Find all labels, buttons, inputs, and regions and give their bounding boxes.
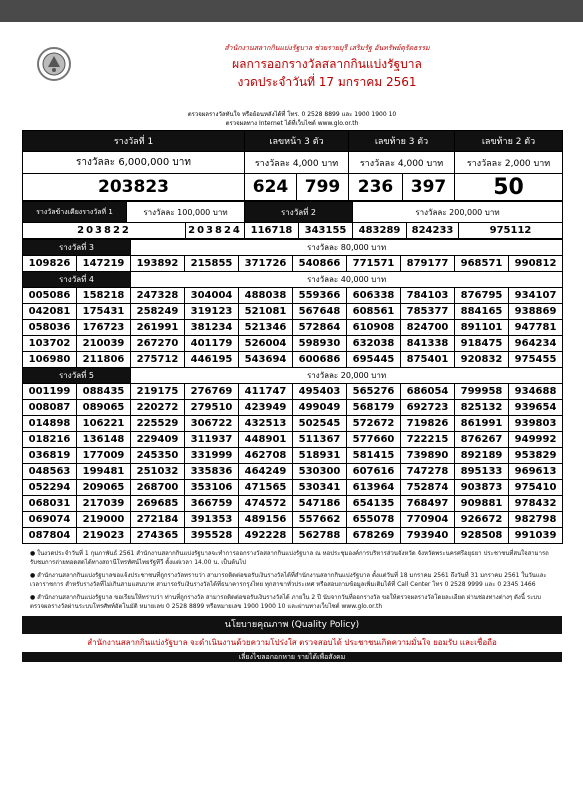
fifth-prize-number: 562788 bbox=[293, 528, 347, 544]
fifth-prize-number: 274365 bbox=[131, 528, 185, 544]
last2-label: เลขท้าย 2 ตัว bbox=[455, 131, 563, 152]
fourth-prize-number: 598930 bbox=[293, 336, 347, 352]
fifth-prize-number: 825132 bbox=[455, 400, 509, 416]
second-prize-amount: รางวัลละ 200,000 บาท bbox=[353, 202, 563, 223]
near-first-amount: รางวัลละ 100,000 บาท bbox=[127, 202, 245, 223]
notes bbox=[22, 544, 562, 611]
third-prize-number: 540866 bbox=[293, 256, 347, 272]
fourth-prize-number: 401179 bbox=[185, 336, 239, 352]
top-bar bbox=[0, 0, 583, 22]
fourth-prize-number: 543694 bbox=[239, 352, 293, 368]
fifth-prize-number: 464249 bbox=[239, 464, 293, 480]
fifth-prize-number: 068031 bbox=[23, 496, 77, 512]
front3-amount: รางวัลละ 4,000 บาท bbox=[245, 152, 349, 174]
fourth-prize-number: 106980 bbox=[23, 352, 77, 368]
fifth-prize-number: 391353 bbox=[185, 512, 239, 528]
fifth-prize-number: 939654 bbox=[509, 400, 563, 416]
fifth-prize-number: 739890 bbox=[401, 448, 455, 464]
fourth-prize-number: 934107 bbox=[509, 288, 563, 304]
fourth-prize-number: 559366 bbox=[293, 288, 347, 304]
fifth-prize-number: 572672 bbox=[347, 416, 401, 432]
fifth-prize-number: 975410 bbox=[509, 480, 563, 496]
fifth-prize-number: 953829 bbox=[509, 448, 563, 464]
third-prize-number: 879177 bbox=[401, 256, 455, 272]
fourth-prize-number: 632038 bbox=[347, 336, 401, 352]
fifth-prize-number: 052294 bbox=[23, 480, 77, 496]
fifth-prize-number: 251032 bbox=[131, 464, 185, 480]
fourth-prize-number: 446195 bbox=[185, 352, 239, 368]
third-prize-amount: รางวัลละ 80,000 บาท bbox=[131, 240, 563, 256]
third-prize-number: 147219 bbox=[77, 256, 131, 272]
third-prize-number: 215855 bbox=[185, 256, 239, 272]
third-prize-label: รางวัลที่ 3 bbox=[23, 240, 131, 256]
second-number: 483289 bbox=[353, 223, 407, 239]
fifth-prize-number: 969613 bbox=[509, 464, 563, 480]
fourth-prize-label: รางวัลที่ 4 bbox=[23, 272, 131, 288]
fifth-prize-number: 861991 bbox=[455, 416, 509, 432]
first-prize-label: รางวัลที่ 1 bbox=[23, 131, 245, 152]
fifth-prize-number: 895133 bbox=[455, 464, 509, 480]
fifth-prize-number: 793940 bbox=[401, 528, 455, 544]
minor-prizes-table bbox=[22, 239, 563, 544]
fifth-prize-number: 008087 bbox=[23, 400, 77, 416]
last3-label: เลขท้าย 3 ตัว bbox=[349, 131, 455, 152]
fifth-prize-number: 177009 bbox=[77, 448, 131, 464]
fifth-prize-number: 770904 bbox=[401, 512, 455, 528]
fifth-prize-number: 106221 bbox=[77, 416, 131, 432]
fifth-prize-number: 088435 bbox=[77, 384, 131, 400]
front3-label: เลขหน้า 3 ตัว bbox=[245, 131, 349, 152]
fifth-prize-row bbox=[23, 512, 563, 528]
fourth-prize-number: 841338 bbox=[401, 336, 455, 352]
fifth-prize-number: 448901 bbox=[239, 432, 293, 448]
fifth-prize-number: 219000 bbox=[77, 512, 131, 528]
fourth-prize-number: 267270 bbox=[131, 336, 185, 352]
third-prize-number: 771571 bbox=[347, 256, 401, 272]
fifth-prize-number: 036819 bbox=[23, 448, 77, 464]
fourth-prize-number: 606338 bbox=[347, 288, 401, 304]
fifth-prize-number: 991039 bbox=[509, 528, 563, 544]
fifth-prize-row bbox=[23, 496, 563, 512]
fourth-prize-number: 876795 bbox=[455, 288, 509, 304]
government-seal-icon bbox=[36, 46, 72, 82]
fifth-prize-number: 530300 bbox=[293, 464, 347, 480]
fifth-prize-number: 934688 bbox=[509, 384, 563, 400]
fifth-prize-number: 686054 bbox=[401, 384, 455, 400]
fourth-prize-number: 319123 bbox=[185, 304, 239, 320]
near-first-number-2: 203824 bbox=[186, 223, 245, 239]
fourth-prize-row bbox=[23, 336, 563, 352]
fifth-prize-number: 903873 bbox=[455, 480, 509, 496]
fifth-prize-number: 219023 bbox=[77, 528, 131, 544]
policy-footer: เลี่ยงไขลอกอกหาย รายได้เพื่อสังคม bbox=[22, 652, 562, 662]
note-1: ● ในงวดประจำวันที่ 1 กุมภาพันธ์ 2561 สำนักงานสลากกินแบ่งรัฐบาลจะทำการออกรางวัลสลากกินแบ่งรัฐบาล ณ หอประชุมองค์การบริหารส่วนจังหวัด จังหวัดพระนครศรีอยุธยา ประชาชนที่สนใจสามารถรับชมการถ่ายทอดสดได้ทางสถานีโทรทัศน์ไทยรัฐทีวี ตั้งแต่เวลา 14.00 น. เป็นต้นไป bbox=[30, 550, 549, 566]
fourth-prize-number: 058036 bbox=[23, 320, 77, 336]
fifth-prize-number: 613964 bbox=[347, 480, 401, 496]
draw-date: งวดประจำวันที่ 17 มกราคม 2561 bbox=[237, 75, 417, 89]
policy-text: สำนักงานสลากกินแบ่งรัฐบาล จะดำเนินงานด้วยความโปร่งใส ตรวจสอบได้ ประชาชนเกิดความมั่นใจ ยอมรับ และเชื่อถือ bbox=[87, 638, 497, 647]
fifth-prize-number: 978432 bbox=[509, 496, 563, 512]
page-title: ผลการออกรางวัลสลากกินแบ่งรัฐบาล bbox=[232, 57, 422, 71]
fifth-prize-number: 411747 bbox=[239, 384, 293, 400]
note-3: ● สำนักงานสลากกินแบ่งรัฐบาล ขอเรียนให้ทราบว่า ท่านที่ถูกรางวัล สามารถติดต่อขอรับเงินรางวัลได้ ภายใน 2 ปี นับจากวันที่ออกรางวัล ขอให้ตรวจผลรางวัลโดยละเอียด ผ่านช่องทางต่างๆ ดังนี้ ระบบตรวจผลรางวัลผ่านระบบโทรศัพท์อัตโนมัติ หมายเลข 0 2528 8899 หรือหมายเลข 1900 1900 10 และผ่านทางเว็บไซต์ www.glo.or.th bbox=[30, 594, 541, 610]
fifth-prize-number: 229409 bbox=[131, 432, 185, 448]
last2-number: 50 bbox=[455, 174, 563, 201]
fifth-prize-number: 492228 bbox=[239, 528, 293, 544]
fifth-prize-number: 752874 bbox=[401, 480, 455, 496]
third-prize-row bbox=[23, 256, 563, 272]
last3-number-2: 397 bbox=[403, 174, 455, 201]
near-first-number-1: 203822 bbox=[23, 223, 186, 239]
fourth-prize-number: 211806 bbox=[77, 352, 131, 368]
fourth-prize-number: 964234 bbox=[509, 336, 563, 352]
fourth-prize-number: 918475 bbox=[455, 336, 509, 352]
fourth-prize-number: 975455 bbox=[509, 352, 563, 368]
fifth-prize-number: 272184 bbox=[131, 512, 185, 528]
fifth-prize-number: 087804 bbox=[23, 528, 77, 544]
check-line-web: ตรวจผลทาง Internet ได้ที่เว็บไซต์ www.glo.or.th bbox=[225, 120, 359, 127]
fourth-prize-number: 175431 bbox=[77, 304, 131, 320]
fifth-prize-row bbox=[23, 448, 563, 464]
fifth-prize-number: 768497 bbox=[401, 496, 455, 512]
fifth-prize-number: 799958 bbox=[455, 384, 509, 400]
fifth-prize-number: 217039 bbox=[77, 496, 131, 512]
fourth-prize-number: 042081 bbox=[23, 304, 77, 320]
fourth-prize-number: 824700 bbox=[401, 320, 455, 336]
fifth-prize-number: 018216 bbox=[23, 432, 77, 448]
fifth-prize-number: 502545 bbox=[293, 416, 347, 432]
second-prize-label: รางวัลที่ 2 bbox=[245, 202, 353, 223]
fifth-prize-number: 001199 bbox=[23, 384, 77, 400]
fourth-prize-row bbox=[23, 320, 563, 336]
fourth-prize-number: 608561 bbox=[347, 304, 401, 320]
fifth-prize-number: 607616 bbox=[347, 464, 401, 480]
fourth-prize-number: 784103 bbox=[401, 288, 455, 304]
last2-amount: รางวัลละ 2,000 บาท bbox=[455, 152, 563, 174]
fifth-prize-number: 432513 bbox=[239, 416, 293, 432]
fifth-prize-number: 069074 bbox=[23, 512, 77, 528]
fourth-prize-row bbox=[23, 352, 563, 368]
fourth-prize-row bbox=[23, 304, 563, 320]
fifth-prize-number: 276769 bbox=[185, 384, 239, 400]
fifth-prize-number: 654135 bbox=[347, 496, 401, 512]
fifth-prize-number: 495403 bbox=[293, 384, 347, 400]
last3-number-1: 236 bbox=[349, 174, 403, 201]
fifth-prize-number: 353106 bbox=[185, 480, 239, 496]
fifth-prize-number: 331999 bbox=[185, 448, 239, 464]
fifth-prize-number: 245350 bbox=[131, 448, 185, 464]
fifth-prize-number: 568179 bbox=[347, 400, 401, 416]
check-info bbox=[22, 110, 562, 130]
fifth-prize-number: 518931 bbox=[293, 448, 347, 464]
fifth-prize-number: 577660 bbox=[347, 432, 401, 448]
fourth-prize-number: 567648 bbox=[293, 304, 347, 320]
fifth-prize-number: 220272 bbox=[131, 400, 185, 416]
fourth-prize-number: 275712 bbox=[131, 352, 185, 368]
fourth-prize-number: 572864 bbox=[293, 320, 347, 336]
fifth-prize-number: 199481 bbox=[77, 464, 131, 480]
fifth-prize-amount: รางวัลละ 20,000 บาท bbox=[131, 368, 563, 384]
fourth-prize-number: 920832 bbox=[455, 352, 509, 368]
fifth-prize-number: 892189 bbox=[455, 448, 509, 464]
fifth-prize-number: 557662 bbox=[293, 512, 347, 528]
second-number: 343155 bbox=[299, 223, 353, 239]
first-prize-amount: รางวัลละ 6,000,000 บาท bbox=[23, 152, 245, 174]
fourth-prize-number: 304004 bbox=[185, 288, 239, 304]
fourth-prize-number: 158218 bbox=[77, 288, 131, 304]
third-prize-number: 990812 bbox=[509, 256, 563, 272]
fifth-prize-number: 655078 bbox=[347, 512, 401, 528]
fifth-prize-row bbox=[23, 400, 563, 416]
fifth-prize-number: 692723 bbox=[401, 400, 455, 416]
second-number: 824233 bbox=[407, 223, 459, 239]
fourth-prize-number: 891101 bbox=[455, 320, 509, 336]
fourth-prize-number: 695445 bbox=[347, 352, 401, 368]
fifth-prize-number: 471565 bbox=[239, 480, 293, 496]
fifth-prize-number: 335836 bbox=[185, 464, 239, 480]
fifth-prize-row bbox=[23, 384, 563, 400]
fourth-prize-number: 381234 bbox=[185, 320, 239, 336]
fifth-prize-number: 209065 bbox=[77, 480, 131, 496]
fourth-prize-number: 247328 bbox=[131, 288, 185, 304]
fourth-prize-number: 938869 bbox=[509, 304, 563, 320]
front3-number-1: 624 bbox=[245, 174, 297, 201]
fifth-prize-row bbox=[23, 416, 563, 432]
first-prize-number: 203823 bbox=[23, 174, 245, 201]
top-prizes-table bbox=[22, 130, 563, 201]
fifth-prize-number: 136148 bbox=[77, 432, 131, 448]
fourth-prize-number: 521346 bbox=[239, 320, 293, 336]
check-line-phone: ตรวจผลรางวัลทันใจ หรือย้อนหลังได้ที่ โทร. 0 2528 8899 และ 1900 1900 10 bbox=[187, 111, 397, 118]
fifth-prize-number: 928508 bbox=[455, 528, 509, 544]
fifth-prize-number: 423949 bbox=[239, 400, 293, 416]
fourth-prize-number: 884165 bbox=[455, 304, 509, 320]
fifth-prize-number: 462708 bbox=[239, 448, 293, 464]
fifth-prize-number: 366759 bbox=[185, 496, 239, 512]
fifth-prize-number: 268700 bbox=[131, 480, 185, 496]
fifth-prize-number: 909881 bbox=[455, 496, 509, 512]
note-2: ● สำนักงานสลากกินแบ่งรัฐบาลขอแจ้งประชาชนที่ถูกรางวัลทราบว่า สามารถติดต่อขอรับเงินรางวัลได้ที่สำนักงานสลากกินแบ่งรัฐบาล ตั้งแต่วันที่ 18 มกราคม 2561 ถึงวันที่ 31 มกราคม 2561 ในวันและเวลาราชการ สำหรับรางวัลที่ไม่เกินสามแสนบาท สามารถรับเงินรางวัลได้ที่ธนาคารกรุงไทย ทุกสาขาทั่วประเทศ หรือสอบถามข้อมูลเพิ่มเติมได้ที่ Call Center โทร 0 2528 9999 และ 0 2345 1466 bbox=[30, 572, 547, 588]
fifth-prize-number: 722215 bbox=[401, 432, 455, 448]
fifth-prize-number: 395528 bbox=[185, 528, 239, 544]
fourth-prize-number: 258249 bbox=[131, 304, 185, 320]
fifth-prize-row bbox=[23, 480, 563, 496]
front3-number-2: 799 bbox=[297, 174, 349, 201]
fifth-prize-number: 219175 bbox=[131, 384, 185, 400]
header bbox=[22, 38, 562, 110]
fifth-prize-number: 311937 bbox=[185, 432, 239, 448]
lottery-result-sheet bbox=[22, 38, 562, 802]
fifth-prize-row bbox=[23, 464, 563, 480]
fourth-prize-number: 785377 bbox=[401, 304, 455, 320]
fifth-prize-number: 089065 bbox=[77, 400, 131, 416]
fifth-prize-number: 565276 bbox=[347, 384, 401, 400]
fifth-prize-number: 306722 bbox=[185, 416, 239, 432]
fourth-prize-number: 610908 bbox=[347, 320, 401, 336]
policy-heading: นโยบายคุณภาพ (Quality Policy) bbox=[22, 616, 562, 634]
fifth-prize-number: 939803 bbox=[509, 416, 563, 432]
fifth-prize-number: 530341 bbox=[293, 480, 347, 496]
fifth-prize-number: 982798 bbox=[509, 512, 563, 528]
fourth-prize-number: 600686 bbox=[293, 352, 347, 368]
third-prize-number: 109826 bbox=[23, 256, 77, 272]
fifth-prize-number: 926672 bbox=[455, 512, 509, 528]
second-number: 116718 bbox=[245, 223, 299, 239]
fifth-prize-number: 949992 bbox=[509, 432, 563, 448]
third-prize-number: 968571 bbox=[455, 256, 509, 272]
fifth-prize-number: 511367 bbox=[293, 432, 347, 448]
fifth-prize-number: 581415 bbox=[347, 448, 401, 464]
fourth-prize-number: 947781 bbox=[509, 320, 563, 336]
fourth-prize-number: 261991 bbox=[131, 320, 185, 336]
fifth-prize-number: 014898 bbox=[23, 416, 77, 432]
fifth-prize-number: 547186 bbox=[293, 496, 347, 512]
third-prize-number: 371726 bbox=[239, 256, 293, 272]
second-number: 975112 bbox=[459, 223, 563, 239]
fourth-prize-number: 875401 bbox=[401, 352, 455, 368]
near-first-label: รางวัลข้างเคียงรางวัลที่ 1 bbox=[23, 202, 127, 223]
near-second-table bbox=[22, 201, 563, 239]
fourth-prize-number: 005086 bbox=[23, 288, 77, 304]
fourth-prize-row bbox=[23, 288, 563, 304]
fourth-prize-number: 176723 bbox=[77, 320, 131, 336]
last3-amount: รางวัลละ 4,000 บาท bbox=[349, 152, 455, 174]
fifth-prize-label: รางวัลที่ 5 bbox=[23, 368, 131, 384]
fifth-prize-number: 747278 bbox=[401, 464, 455, 480]
fifth-prize-number: 719826 bbox=[401, 416, 455, 432]
fifth-prize-number: 269685 bbox=[131, 496, 185, 512]
fifth-prize-number: 678269 bbox=[347, 528, 401, 544]
fifth-prize-number: 876267 bbox=[455, 432, 509, 448]
fourth-prize-number: 210039 bbox=[77, 336, 131, 352]
fifth-prize-row bbox=[23, 528, 563, 544]
fifth-prize-number: 489156 bbox=[239, 512, 293, 528]
fourth-prize-amount: รางวัลละ 40,000 บาท bbox=[131, 272, 563, 288]
fourth-prize-number: 488038 bbox=[239, 288, 293, 304]
agency-name: สำนักงานสลากกินแบ่งรัฐบาล ช่วยรายบุรี เสริมรัฐ อันทรัพย์ตุรัตธรรม bbox=[224, 44, 430, 52]
fifth-prize-row bbox=[23, 432, 563, 448]
fifth-prize-number: 474572 bbox=[239, 496, 293, 512]
fifth-prize-number: 279510 bbox=[185, 400, 239, 416]
fifth-prize-number: 225529 bbox=[131, 416, 185, 432]
fifth-prize-number: 048563 bbox=[23, 464, 77, 480]
fourth-prize-number: 521081 bbox=[239, 304, 293, 320]
fourth-prize-number: 526004 bbox=[239, 336, 293, 352]
fourth-prize-number: 103702 bbox=[23, 336, 77, 352]
third-prize-number: 193892 bbox=[131, 256, 185, 272]
fifth-prize-number: 499049 bbox=[293, 400, 347, 416]
